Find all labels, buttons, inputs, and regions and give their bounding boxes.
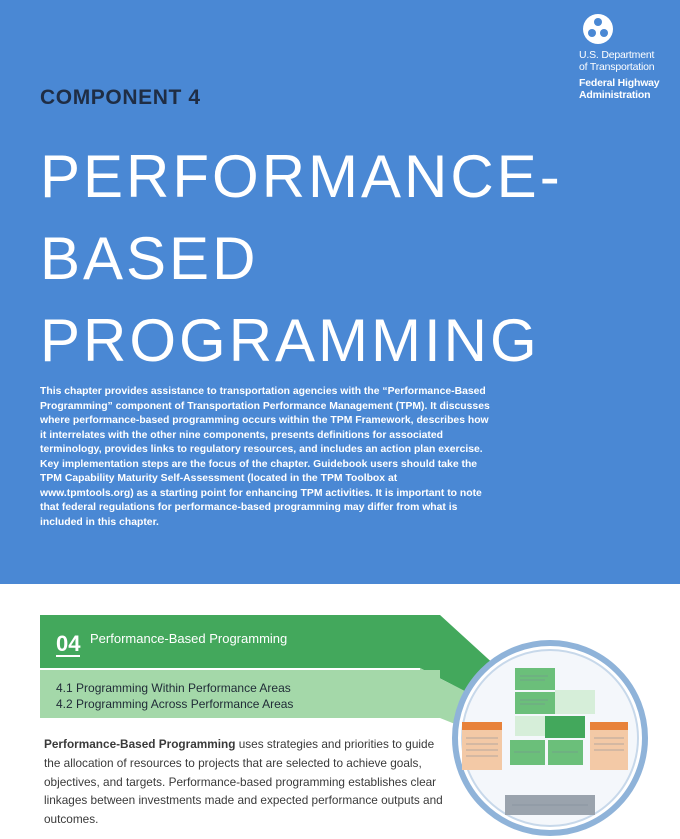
diagram-block-programming — [545, 716, 585, 738]
diagram-block-right — [555, 690, 595, 714]
diagram-block-strategic — [515, 668, 555, 690]
diagram-block-monitoring — [548, 740, 583, 765]
body-lead: Performance-Based Programming — [44, 737, 236, 751]
logo-line1: U.S. Department — [579, 49, 655, 61]
logo-line3: Federal Highway — [579, 77, 660, 89]
banner-number: 04 — [56, 631, 81, 656]
banner-title: Performance-Based Programming — [90, 631, 288, 646]
diagram-block-data-header — [462, 722, 502, 730]
diagram-block-reporting — [510, 740, 545, 765]
logo-line4: Administration — [579, 89, 651, 101]
diagram-block-target — [515, 692, 555, 714]
title-line-3: PROGRAMMING — [40, 307, 540, 374]
body-text: uses strategies and priorities to guide the allocation of resources to projects that are selected to achieve goals, objectives, and targets. Performance-based programming establishes clear linkages between investments made and expected performance outputs and outcomes. — [44, 737, 443, 827]
component-banner — [40, 615, 423, 668]
component-label: COMPONENT 4 — [40, 86, 201, 109]
title-line-1: PERFORMANCE- — [40, 143, 563, 210]
subcomponent-item-1: 4.1 Programming Within Performance Areas — [56, 681, 291, 695]
diagram-block-org-header — [590, 722, 628, 730]
body-paragraph — [44, 735, 444, 829]
intro-paragraph: This chapter provides assistance to transportation agencies with the “Performance-Based Programming” component of Transportation Performance Management (TPM). It discusses where performance-based programming occurs within the TPM Framework, describes how it interrelates with the other nine components, presents definitions for associated terminology, provides links to regulatory resources, and includes an action plan exercise. Key implementation steps are the focus of the chapter. Guidebook users should take the TPM Capability Maturity Self-Assessment (located in the TPM Toolbox at www.tpmtools.org) as a starting point for enhancing TPM activities. It is important to note that federal regulations for performance-based programming may differ from what is included in this chapter. — [40, 386, 490, 528]
logo-line2: of Transportation — [579, 61, 655, 73]
title-line-2: BASED — [40, 225, 259, 292]
subcomponent-item-2: 4.2 Programming Across Performance Areas — [56, 697, 294, 711]
subcomponent-list — [40, 670, 440, 718]
diagram-block-mid — [515, 716, 545, 736]
